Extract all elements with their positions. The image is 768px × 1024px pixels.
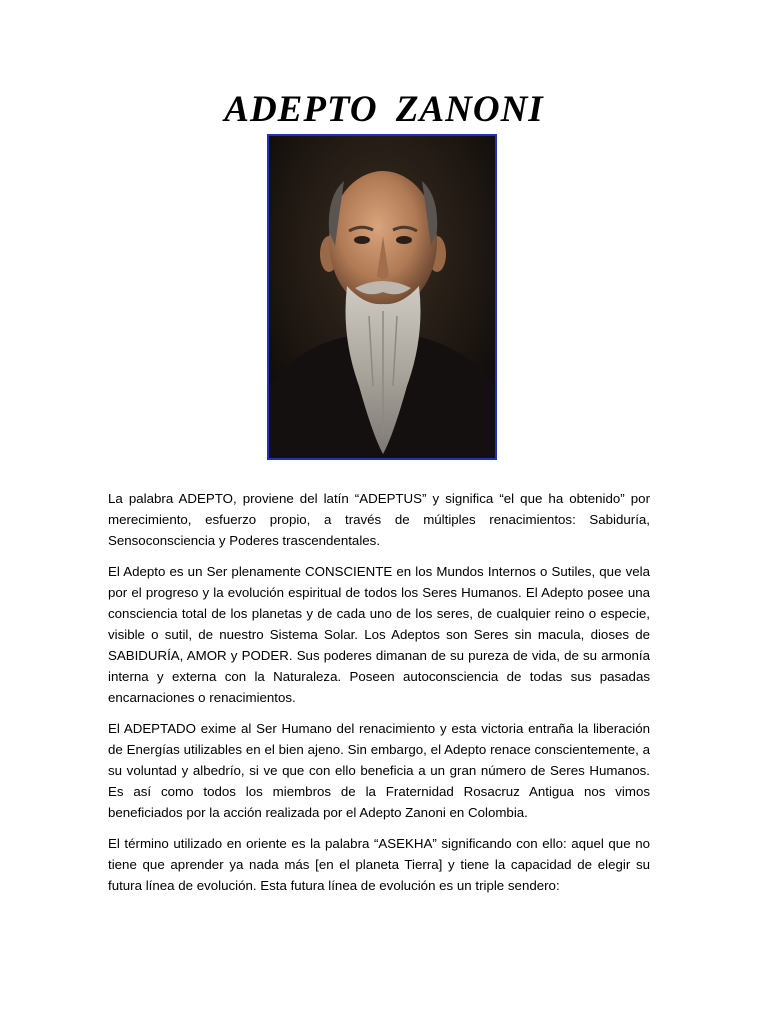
body-text [108, 488, 650, 906]
paragraph-2: El Adepto es un Ser plenamente CONSCIENTE en los Mundos Internos o Sutiles, que vela por el progreso y la evolución espiritual de todos los Seres Humanos. El Adepto posee una consciencia total de los planetas y de cada uno de los seres, de cualquier reino o especie, visible o sutil, de nuestro Sistema Solar. Los Adeptos son Seres sin macula, dioses de SABIDURÍA, AMOR y PODER. Sus poderes dimanan de su pureza de vida, de su armonía interna y externa con la Naturaleza. Poseen autoconsciencia de todas sus pasadas encarnaciones o renacimientos. [108, 564, 650, 705]
paragraph-3: El ADEPTADO exime al Ser Humano del renacimiento y esta victoria entraña la liberación de Energías utilizables en el bien ajeno. Sin embargo, el Adepto renace conscientemente, a su voluntad y albedrío, si ve que con ello beneficia a un gran número de Seres Humanos. Es así como todos los miembros de la Fraternidad Rosacruz Antigua nos vimos beneficiados por la acción realizada por el Adepto Zanoni en Colombia. [108, 721, 650, 820]
paragraph-1: La palabra ADEPTO, proviene del latín “ADEPTUS” y significa “el que ha obtenido” por merecimiento, esfuerzo propio, a través de múltiples renacimientos: Sabiduría, Sensoconsciencia y Poderes trascendentales. [108, 491, 650, 548]
paragraph-4: El término utilizado en oriente es la palabra “ASEKHA” significando con ello: aquel que no tiene que aprender ya nada más [en el planeta Tierra] y tiene la capacidad de elegir su futura línea de evolución. Esta futura línea de evolución es un triple sendero: [108, 836, 650, 893]
portrait-illustration [269, 136, 495, 458]
portrait-image [267, 134, 497, 460]
page-title: ADEPTO ZANONI [224, 89, 544, 130]
